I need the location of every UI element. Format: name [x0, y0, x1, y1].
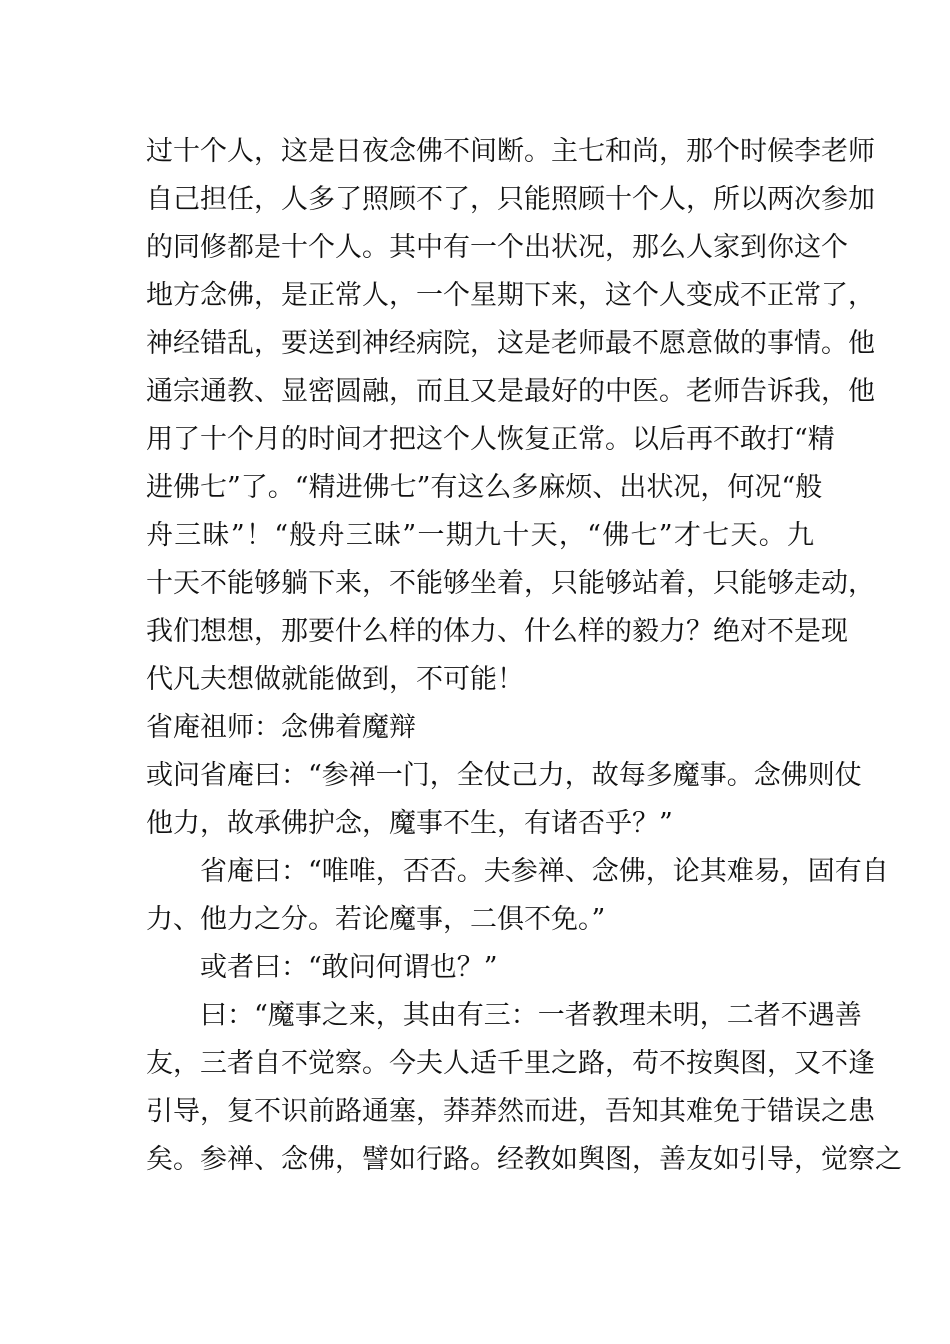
text-line: 引导，复不识前路通塞，莽莽然而进，吾知其难免于错误之患 [146, 1096, 875, 1127]
text-line: 的同修都是十个人。其中有一个出状况，那么人家到你这个 [146, 232, 848, 263]
text-line: 省庵曰：“唯唯，否否。夫参禅、念佛，论其难易，固有自 [200, 856, 889, 887]
text-line: 过十个人，这是日夜念佛不间断。主七和尚，那个时候李老师 [146, 136, 875, 167]
text-line: 代凡夫想做就能做到，不可能！ [146, 664, 524, 695]
text-line: 或问省庵曰：“参禅一门，全仗己力，故每多魔事。念佛则仗 [146, 760, 862, 791]
section-heading: 省庵祖师：念佛着魔辩 [146, 712, 416, 743]
text-line: 神经错乱，要送到神经病院，这是老师最不愿意做的事情。他 [146, 328, 875, 359]
text-line: 或者曰：“敢问何谓也？” [200, 952, 498, 983]
text-line: 十天不能够躺下来，不能够坐着，只能够站着，只能够走动， [146, 568, 875, 599]
text-line: 地方念佛，是正常人，一个星期下来，这个人变成不正常了， [146, 280, 875, 311]
text-line: 自己担任，人多了照顾不了，只能照顾十个人，所以两次参加 [146, 184, 875, 215]
text-line: 曰：“魔事之来，其由有三：一者教理未明，二者不遇善 [200, 1000, 862, 1031]
text-line: 通宗通教、显密圆融，而且又是最好的中医。老师告诉我，他 [146, 376, 875, 407]
body-text [146, 128, 902, 1184]
text-line: 力、他力之分。若论魔事，二俱不免。” [146, 904, 606, 935]
text-line: 进佛七”了。“精进佛七”有这么多麻烦、出状况，何况“般 [146, 472, 823, 503]
text-line: 友，三者自不觉察。今夫人适千里之路，苟不按舆图，又不逢 [146, 1048, 875, 1079]
text-line: 矣。参禅、念佛，譬如行路。经教如舆图，善友如引导，觉察之 [146, 1144, 902, 1175]
text-line: 他力，故承佛护念，魔事不生，有诸否乎？” [146, 808, 673, 839]
text-line: 用了十个月的时间才把这个人恢复正常。以后再不敢打“精 [146, 424, 835, 455]
text-line: 舟三昧”！“般舟三昧”一期九十天，“佛七”才七天。九 [146, 520, 814, 551]
text-line: 我们想想，那要什么样的体力、什么样的毅力？绝对不是现 [146, 616, 848, 647]
